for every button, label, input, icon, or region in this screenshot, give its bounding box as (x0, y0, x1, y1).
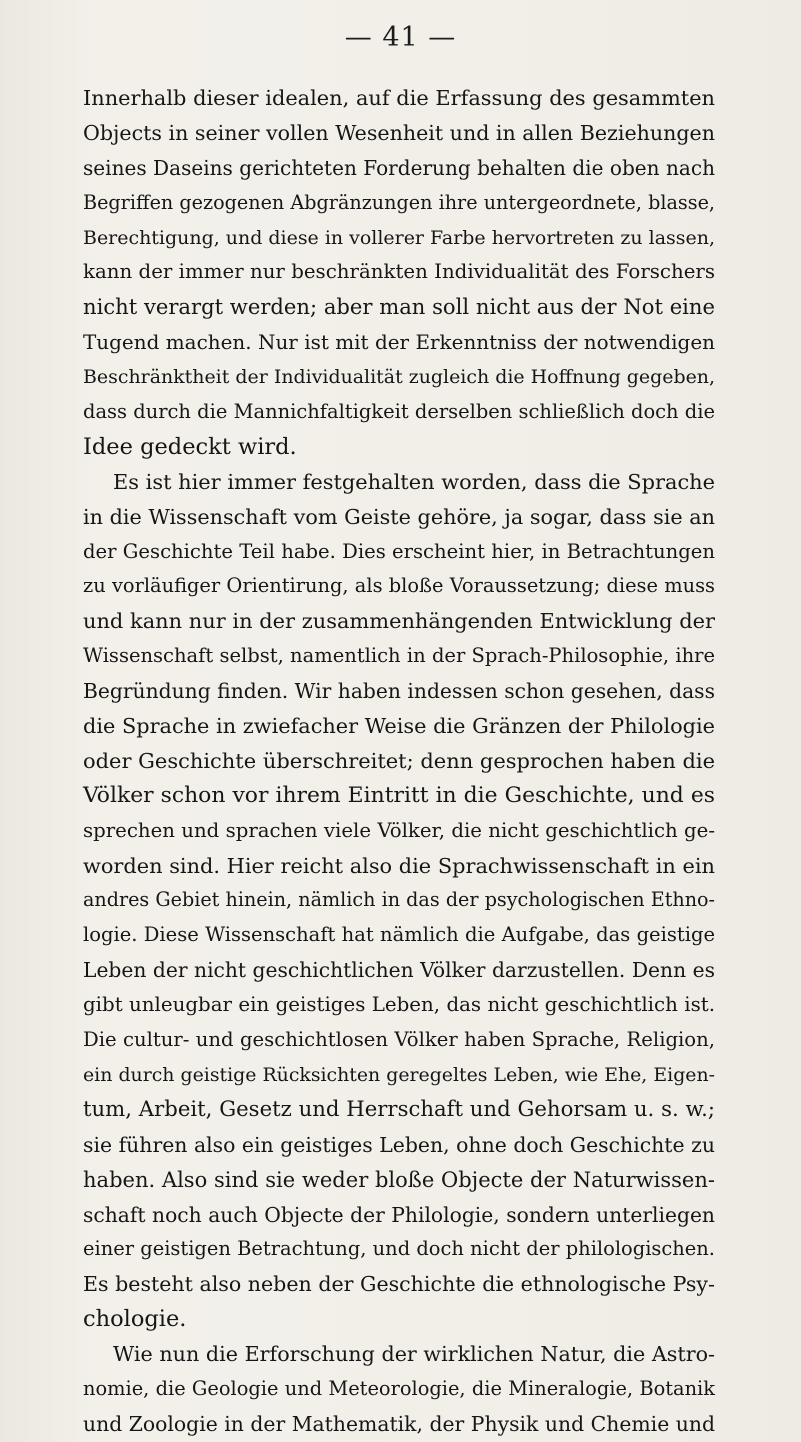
paragraph (83, 81, 715, 465)
text-line: worden sind. Hier reicht also die Sprachwissenschaft in ein (83, 853, 715, 878)
text-line: logie. Diese Wissenschaft hat nämlich die Aufgabe, das geistige (83, 923, 715, 947)
paragraph (83, 1337, 715, 1442)
page-number-header: — 41 — (344, 22, 457, 53)
text-line: nomie, die Geologie und Meteorologie, die Mineralogie, Botanik (83, 1376, 715, 1400)
text-line: Tugend machen. Nur ist mit der Erkenntniss der notwendigen (83, 330, 715, 355)
text-line: zu vorläufiger Orientirung, als bloße Voraussetzung; diese muss (83, 574, 715, 598)
text-line: tum, Arbeit, Gesetz und Herrschaft und Gehorsam u. s. w.; (83, 1096, 715, 1122)
text-line: Leben der nicht geschichtlichen Völker darzustellen. Denn es (83, 958, 715, 983)
text-line: kann der immer nur beschränkten Individualität des Forschers (83, 260, 715, 284)
text-line: einer geistigen Betrachtung, und doch nicht der philologischen. (83, 1237, 715, 1261)
text-line: Wissenschaft selbst, namentlich in der Sprach-Philosophie, ihre (83, 644, 715, 668)
text-line: in die Wissenschaft vom Geiste gehöre, ja sogar, dass sie an (83, 504, 715, 529)
text-line: ein durch geistige Rücksichten geregeltes Leben, wie Ehe, Eigen- (83, 1063, 715, 1086)
text-line: und Zoologie in der Mathematik, der Physik und Chemie und (83, 1411, 715, 1436)
text-line: sie führen also ein geistiges Leben, ohne doch Geschichte zu (83, 1132, 715, 1157)
text-line: chologie. (83, 1306, 187, 1333)
body-text (83, 81, 715, 1442)
text-line: Es ist hier immer festgehalten worden, dass die Sprache (113, 469, 715, 494)
text-line: haben. Also sind sie weder bloße Objecte der Naturwissen- (83, 1166, 715, 1192)
text-line: und kann nur in der zusammenhängenden Entwicklung der (83, 609, 715, 634)
text-line: der Geschichte Teil habe. Dies erscheint hier, in Betrachtungen (83, 539, 715, 563)
text-line: nicht verargt werden; aber man soll nicht aus der Not eine (83, 294, 715, 320)
text-line: gibt unleugbar ein geistiges Leben, das nicht geschichtlich ist. (83, 993, 715, 1017)
text-line: Begriffen gezogenen Abgränzungen ihre untergeordnete, blasse, (83, 190, 715, 214)
text-line: dass durch die Mannichfaltigkeit derselben schließlich doch die (83, 400, 715, 424)
text-line: schaft noch auch Objecte der Philologie, sondern unterliegen (83, 1202, 715, 1227)
text-line: Idee gedeckt wird. (83, 433, 297, 460)
text-line: Es besteht also neben der Geschichte die ethnologische Psy- (83, 1272, 715, 1297)
paragraph (83, 465, 715, 1337)
text-line: Innerhalb dieser idealen, auf die Erfassung des gesammten (83, 86, 715, 110)
text-line: seines Daseins gerichteten Forderung behalten die oben nach (83, 155, 715, 180)
text-line: Berechtigung, und diese in vollerer Farbe hervortreten zu lassen, (83, 226, 715, 249)
text-line: oder Geschichte überschreitet; denn gesprochen haben die (83, 748, 715, 773)
text-line: Völker schon vor ihrem Eintritt in die Geschichte, und es (83, 782, 715, 808)
text-line: Objects in seiner vollen Wesenheit und in allen Beziehungen (83, 120, 715, 145)
text-line: die Sprache in zwiefacher Weise die Gränzen der Philologie (83, 714, 715, 739)
text-line: Beschränktheit der Individualität zugleich die Hoffnung gegeben, (83, 366, 715, 389)
text-line: Wie nun die Erforschung der wirklichen Natur, die Astro- (113, 1342, 715, 1367)
text-line: andres Gebiet hinein, nämlich in das der psychologischen Ethno- (83, 888, 715, 912)
text-line: Begründung finden. Wir haben indessen schon gesehen, dass (83, 679, 715, 704)
text-line: Die cultur- und geschichtlosen Völker haben Sprache, Religion, (83, 1028, 715, 1052)
text-line: sprechen und sprachen viele Völker, die nicht geschichtlich ge- (83, 818, 715, 842)
